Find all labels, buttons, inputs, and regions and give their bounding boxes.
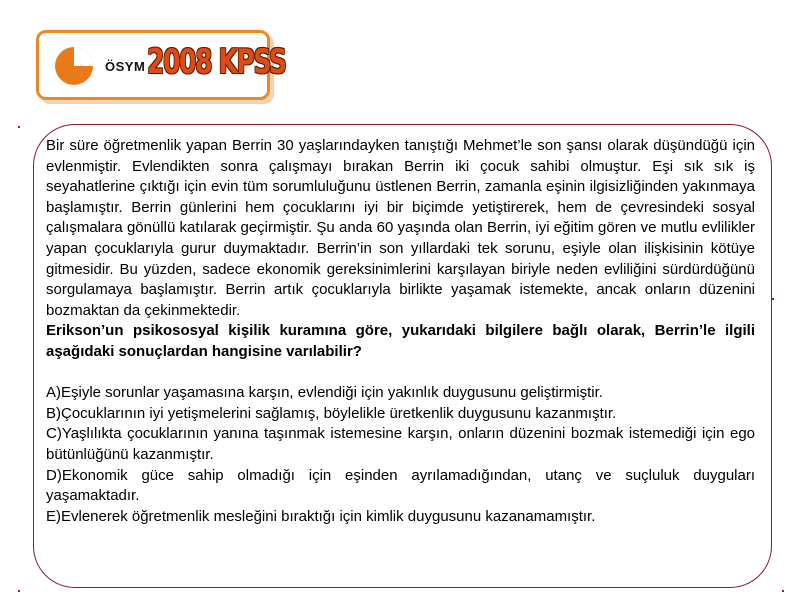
answer-option-d[interactable]: D)Ekonomik güce sahip olmadığı için eşinden ayrılamadığından, utanç ve suçluluk duyguları yaşamaktadır. — [46, 466, 755, 505]
answer-option-e[interactable]: E)Evlenerek öğretmenlik mesleğini bıraktığı için kimlik duygusunu kazanamamıştır. — [46, 507, 596, 525]
decorative-dot — [18, 590, 20, 592]
answer-option-b[interactable]: B)Çocuklarının iyi yetişmelerini sağlamış, böylelikle üretkenlik duygusunu kazanmıştır. — [46, 404, 617, 422]
answer-option-c[interactable]: C)Yaşlılıkta çocuklarının yanına taşınmak istemesine karşın, onların düzenini bozmak istemediği için ego bütünlüğünü kazanmıştır. — [46, 425, 755, 463]
question-content — [46, 136, 755, 527]
osym-logo-mark-icon — [53, 45, 95, 87]
spacer — [46, 363, 755, 384]
logo-exam-title: 2008 KPSS — [147, 42, 286, 82]
question-stem: Erikson’un psikososyal kişilik kuramına göre, yukarıdaki bilgilere bağlı olarak, Berrin’le ilgili aşağıdaki sonuçlardan hangisine varılabilir? — [46, 322, 755, 360]
decorative-dot — [18, 126, 20, 128]
osym-kpss-logo — [36, 30, 286, 100]
decorative-dot — [782, 590, 784, 592]
answer-option-a[interactable]: A)Eşiyle sorunlar yaşamasına karşın, evlendiği için yakınlık duygusunu geliştirmiştir. — [46, 384, 603, 402]
question-passage: Bir süre öğretmenlik yapan Berrin 30 yaşlarındayken tanıştığı Mehmet’le son şansı olarak düşündüğü için evlenmiştir. Evlendikten sonra çalışmayı bırakan Berrin iki çocuk sahibi olmuştur. Eşi sık sık iş seyahatlerine çıktığı için evin tüm sorumluluğunu üstlenen Berrin, zamanla eşinin ilgisizliğinden yakınmaya başlamıştır. Berrin günlerini hem çocuklarını iyi bir biçimde yetiştirerek, hem de çevresindeki sosyal çalışmalara gönüllü katılarak geçirmiştir. Şu anda 60 yaşında olan Berrin, iyi eğitim gören ve mutlu evlilikler yapan çocuklarıyla gurur duymaktadır. Berrin’in son yıllardaki tek sorunu, eşiyle olan ilişkisinin kötüye gitmesidir. Bu yüzden, sadece ekonomik gereksinimlerini karşılayan biriyle neden evliliğini sürdürdüğünü sorgulamaya başlamıştır. Berrin artık çocuklarıyla birlikte yaşamak istemekte, ancak onların düzenini bozmaktan da çekinmektedir. — [46, 137, 755, 319]
decorative-dot — [772, 298, 774, 300]
logo-brand-text: ÖSYM — [105, 59, 146, 74]
